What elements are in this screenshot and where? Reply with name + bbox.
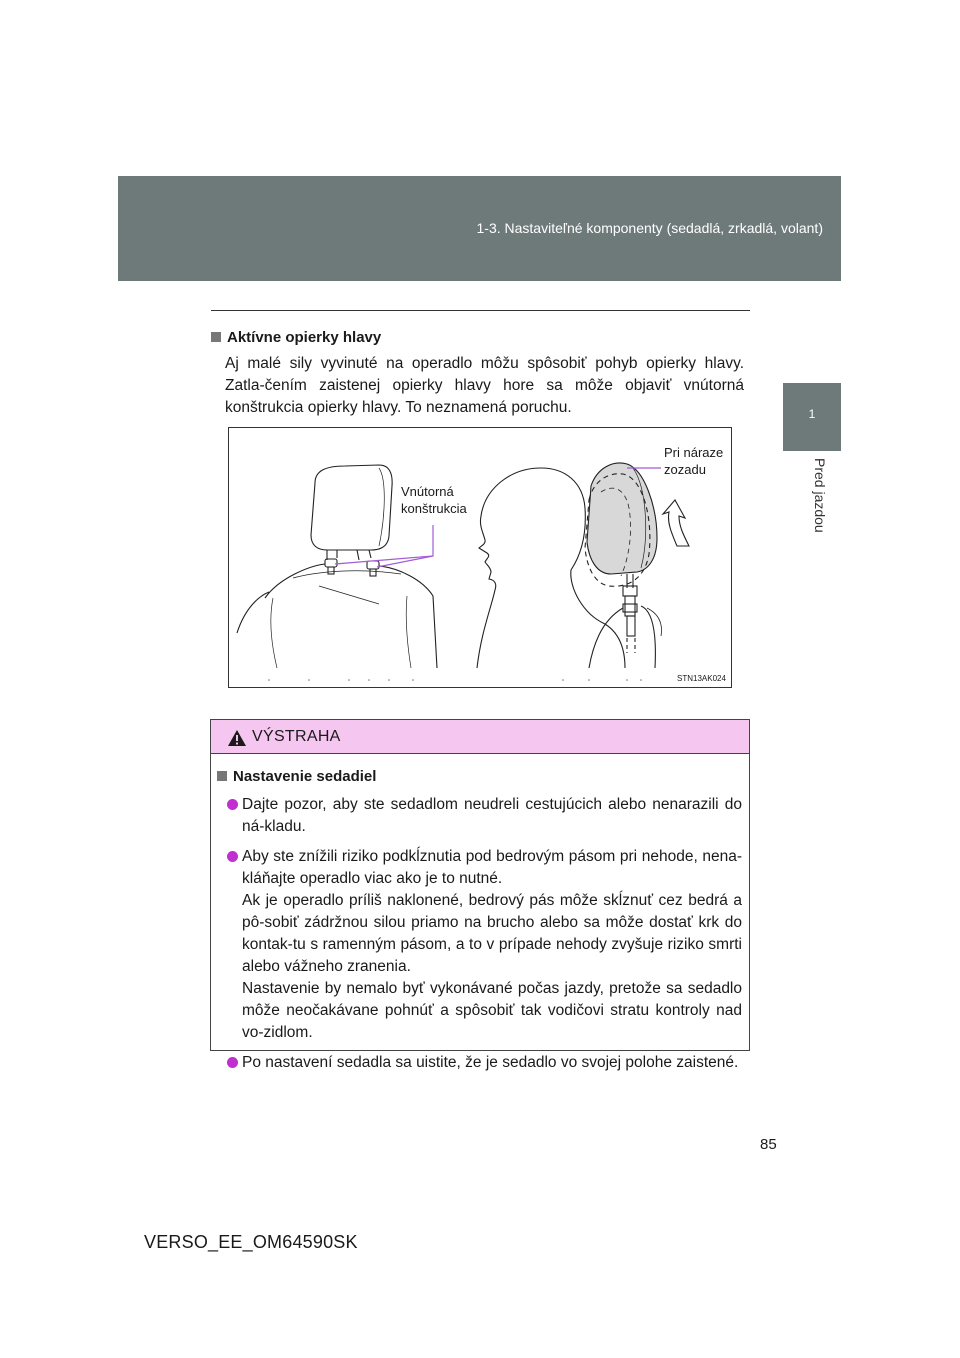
headrest-drawing (229, 428, 733, 689)
warning-item-text: Dajte pozor, aby ste sedadlom neudreli cestujúcich alebo nenarazili do ná-kladu. (242, 796, 742, 835)
bullet-dot-icon (227, 1057, 238, 1068)
label-rear-impact-line1: Pri náraze (664, 445, 724, 460)
warning-subheading (217, 767, 742, 787)
label-rear-impact-line2: zozadu (664, 462, 706, 477)
label-inner-structure (401, 483, 467, 517)
section-body: Aj malé sily vyvinuté na operadlo môžu spôsobiť pohyb opierky hlavy. Zatla-čením zaistenej opierky hlavy hore sa môže objaviť vnútorná konštrukcia opierky hlavy. To neznamená poruchu. (225, 355, 744, 416)
chapter-number: 1 (808, 407, 816, 421)
bullet-dot-icon (227, 851, 238, 862)
chapter-label: Pred jazdou (812, 458, 828, 533)
label-inner-structure-line2: konštrukcia (401, 501, 467, 516)
warning-title: VÝSTRAHA (252, 728, 341, 745)
page-number: 85 (760, 1136, 777, 1153)
warning-body (211, 754, 749, 1074)
warning-subheading-text: Nastavenie sedadiel (233, 768, 377, 785)
document-code: VERSO_EE_OM64590SK (144, 1232, 358, 1252)
warning-box (210, 719, 750, 1071)
square-bullet-icon (211, 332, 221, 342)
chapter-tab (783, 383, 841, 451)
warning-item-text: Aby ste znížili riziko podkĺznutia pod bedrovým pásom pri nehode, nena-kláňajte operadlo viac ako je to nutné. (242, 848, 742, 887)
warning-item-text: Nastavenie by nemalo byť vykonávané počas jazdy, pretože sa sedadlo môže neočakávane pohnúť a spôsobiť tak vodičovi stratu kontroly nad vo-zidlom. (242, 980, 742, 1041)
warning-item (217, 794, 742, 838)
label-inner-structure-line1: Vnútorná (401, 484, 454, 499)
figure-code: STN13AK024 (677, 674, 726, 683)
section-heading-text: Aktívne opierky hlavy (227, 329, 382, 346)
label-rear-impact (664, 444, 723, 478)
warning-item-text: Ak je operadlo príliš naklonené, bedrový pás môže skĺznuť cez bedrá a pô-sobiť zádržnou silou priamo na brucho alebo sa môže dostať krk do kontak-tu s ramenným pásom, a to v prípade nehody zvyšuje riziko smrti alebo vážneho zranenia. (242, 892, 742, 975)
warning-header (211, 720, 749, 754)
square-bullet-icon (217, 771, 227, 781)
headrest-illustration (228, 427, 732, 688)
warning-item (217, 846, 742, 1044)
header-band (118, 176, 841, 281)
section-heading (211, 328, 744, 348)
section-title: 1-3. Nastaviteľné komponenty (sedadlá, zrkadlá, volant) (476, 220, 823, 236)
warning-item-text: Po nastavení sedadla sa uistite, že je sedadlo vo svojej polohe zaistené. (242, 1054, 739, 1071)
bullet-dot-icon (227, 799, 238, 810)
section-active-headrests (211, 328, 744, 419)
top-divider (211, 310, 750, 311)
warning-item (217, 1052, 742, 1074)
warning-triangle-icon (227, 729, 247, 747)
